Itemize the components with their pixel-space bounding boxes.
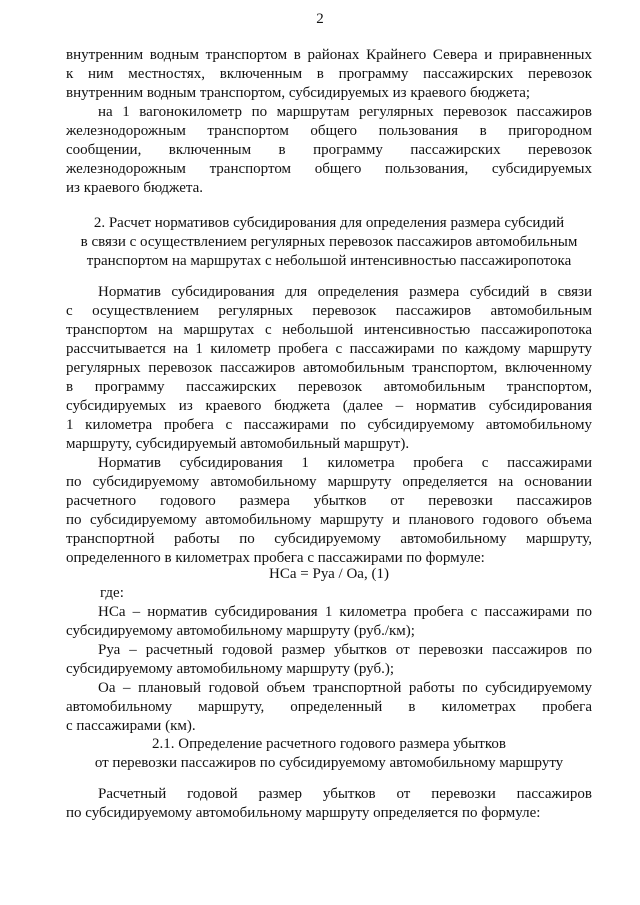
text-line: маршруту, субсидируемый автомобильный маршрут). (66, 436, 410, 452)
text-line: с осуществлением регулярных перевозок пассажиров автомобильным (66, 303, 592, 319)
text-line: рассчитывается на 1 километр пробега с пассажирами по каждому маршруту (66, 341, 592, 357)
text-line: регулярных перевозок пассажиров автомобильным транспортом, включенному (66, 360, 592, 376)
text-line: транспортной работы по субсидируемому автомобильному маршруту, (66, 531, 592, 547)
text-line: определенного в километрах пробега с пассажирами по формуле: (66, 550, 485, 566)
list-continuation (66, 46, 592, 198)
heading-line: транспортом на маршрутах с небольшой интенсивностью пассажиропотока (86, 253, 572, 269)
heading-line: 2. Расчет нормативов субсидирования для определения размера субсидий (93, 215, 565, 231)
text-line: по субсидируемому автомобильному маршруту и планового годового объема (66, 512, 592, 528)
text-line: сообщении, включенным в программу пассажирских перевозок (66, 142, 592, 158)
subsection-heading (66, 735, 592, 773)
definition-line: Оа – плановый годовой объем транспортной работы по субсидируемому (98, 680, 592, 696)
definition-line: Руа – расчетный годовой размер убытков от перевозки пассажиров по (98, 642, 592, 658)
text-line: Норматив субсидирования 1 километра пробега с пассажирами (98, 455, 592, 471)
heading-line: в связи с осуществлением регулярных перевозок пассажиров автомобильным (80, 234, 578, 250)
heading-line: 2.1. Определение расчетного годового размера убытков (152, 736, 506, 752)
formula (66, 565, 592, 584)
definitions (66, 584, 592, 736)
paragraph (66, 785, 592, 823)
text-line: 1 километра пробега с пассажирами по субсидируемому автомобильному (66, 417, 592, 433)
page-number: 2 (316, 11, 324, 27)
definition-line: НСа – норматив субсидирования 1 километра пробега с пассажирами по (98, 604, 592, 620)
text-line: Расчетный годовой размер убытков от перевозки пассажиров (98, 786, 592, 802)
section-heading (66, 214, 592, 271)
text-line: внутренним водным транспортом, субсидируемых из краевого бюджета; (66, 85, 531, 101)
definition-line: субсидируемому автомобильному маршруту (руб.); (66, 661, 395, 677)
text-line: внутренним водным транспортом в районах Крайнего Севера и приравненных (66, 47, 592, 63)
text-line: субсидируемых из краевого бюджета (далее – норматив субсидирования (66, 398, 592, 414)
text-line: железнодорожным транспортом общего пользования в пригородном (66, 123, 592, 139)
definition-line: субсидируемому автомобильному маршруту (руб./км); (66, 623, 415, 639)
text-line: по субсидируемому автомобильному маршруту определяется на основании (66, 474, 592, 490)
text-line: в программу пассажирских перевозок автомобильным транспортом, (66, 379, 592, 395)
text-line: по субсидируемому автомобильному маршруту определяется по формуле: (66, 805, 541, 821)
paragraph (66, 283, 592, 454)
text-line: расчетного годового размера убытков от перевозки пассажиров (66, 493, 592, 509)
text-line: железнодорожным транспортом общего пользования, субсидируемых (66, 161, 592, 177)
definition-line: с пассажирами (км). (66, 718, 196, 734)
text-line: транспортом на маршрутах с небольшой интенсивностью пассажиропотока (66, 322, 592, 338)
where-label: где: (100, 585, 124, 601)
text-line: из краевого бюджета. (66, 180, 203, 196)
definition-line: автомобильному маршруту, определенный в километрах пробега (66, 699, 592, 715)
heading-line: от перевозки пассажиров по субсидируемому автомобильному маршруту (94, 755, 564, 771)
text-line: на 1 вагонокилометр по маршрутам регулярных перевозок пассажиров (98, 104, 592, 120)
paragraph (66, 454, 592, 568)
text-line: Норматив субсидирования для определения размера субсидий в связи (98, 284, 592, 300)
formula-text: НСа = Руа / Оа, (1) (269, 566, 389, 582)
text-line: к ним местностях, включенным в программу пассажирских перевозок (66, 66, 592, 82)
